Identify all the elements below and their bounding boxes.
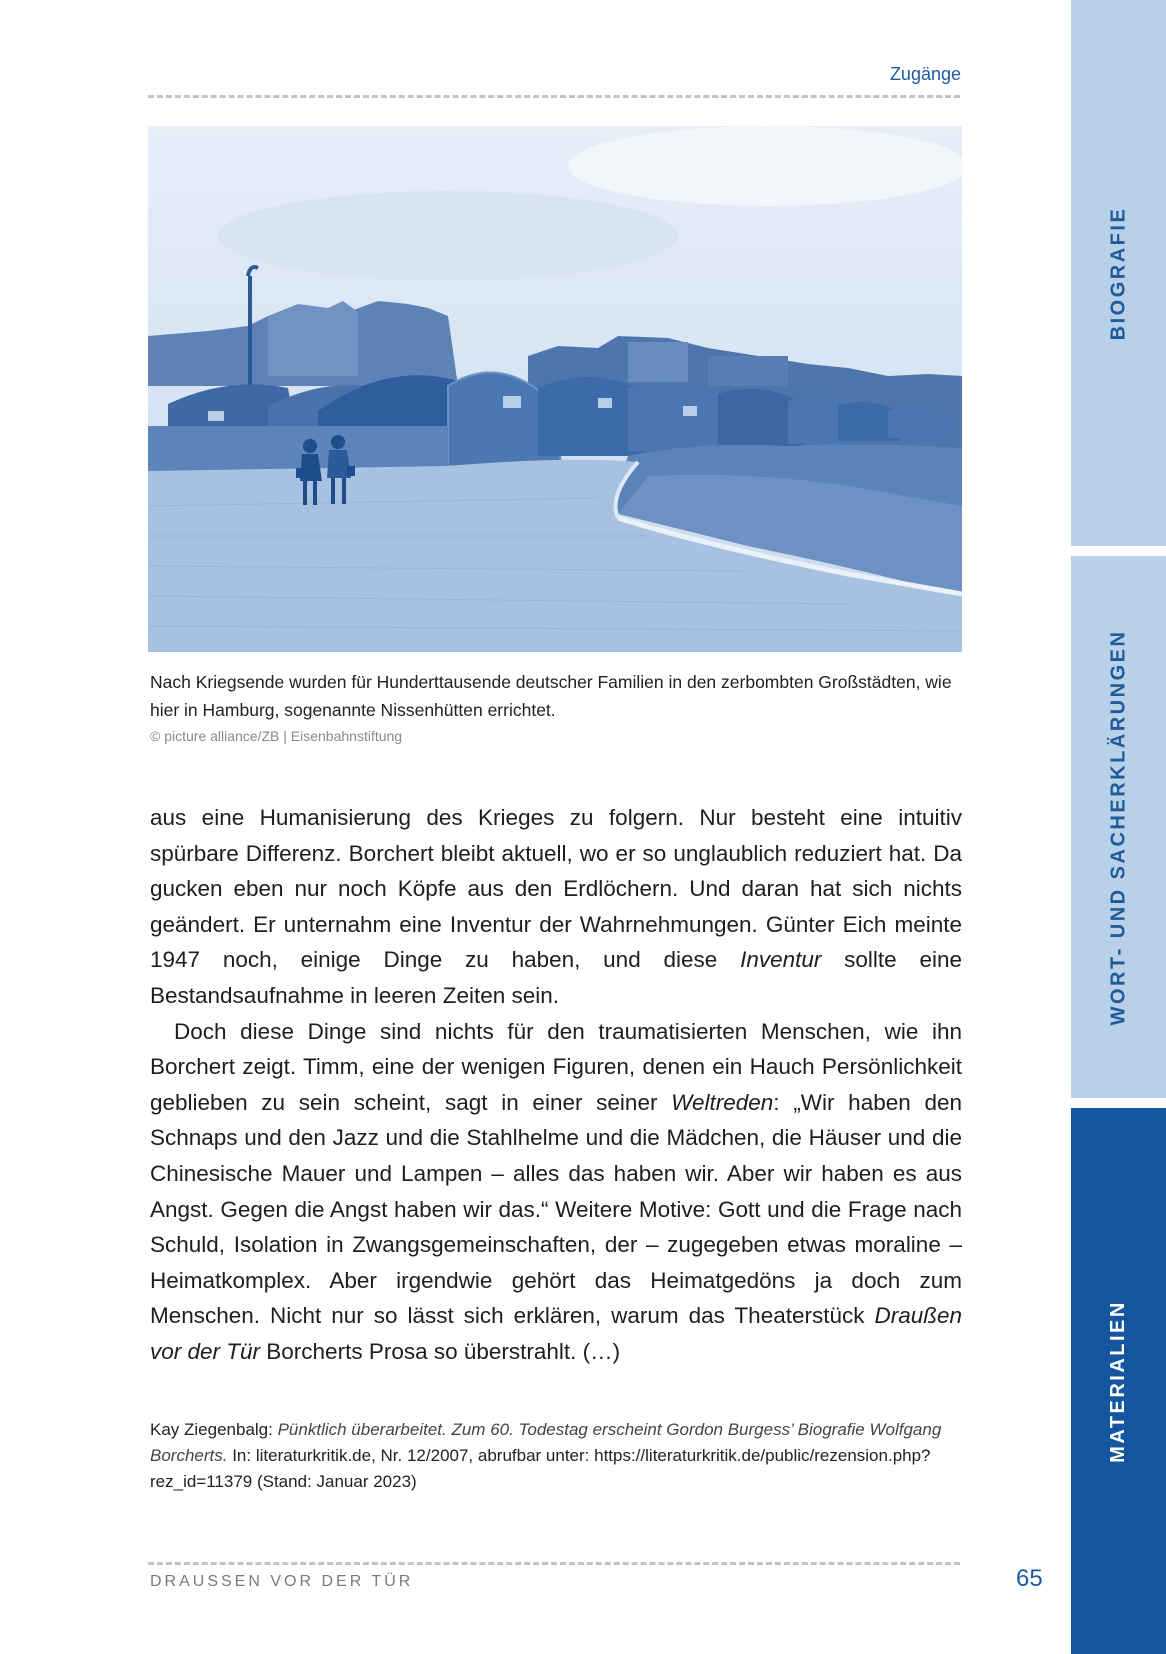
figure-caption: Nach Kriegsende wurden für Hunderttausende deutscher Familien in den zerbombten Großstädten, wie hier in Hamburg, sogenannte Nissenhütten errichtet. [150, 672, 952, 720]
tab-materialien[interactable]: MATERIALIEN [1071, 1108, 1166, 1654]
page-number: 65 [1016, 1565, 1043, 1592]
footer-book-title: DRAUSSEN VOR DER TÜR [150, 1573, 414, 1590]
body-text [150, 800, 962, 1370]
tab-wort-und-sacherklaerungen[interactable]: WORT- UND SACHERKLÄRUNGEN [1071, 556, 1166, 1098]
paragraph-2: Doch diese Dinge sind nichts für den traumatisierten Menschen, wie ihn Borchert zeigt. Timm, eine der wenigen Figuren, denen ein Hauch Persönlichkeit geblieben zu sein scheint, sagt in einer seiner Weltreden: „Wir haben den Schnaps und den Jazz und die Stahlhelme und die Mädchen, die Häuser und die Chinesische Mauer und Lampen – alles das haben wir. Aber wir haben es aus Angst. Gegen die Angst haben wir das.“ Weitere Motive: Gott und die Frage nach Schuld, Isolation in Zwangsgemeinschaften, der – zugegeben etwas moraline – Heimatkomplex. Aber irgendwie gehört das Heimatgedöns ja doch zum Menschen. Nicht nur so lässt sich erklären, warum das Theaterstück Draußen vor der Tür Borcherts Prosa so überstrahlt. (…) [150, 1018, 962, 1364]
tab-biografie[interactable]: BIOGRAFIE [1071, 0, 1166, 546]
paragraph-1: aus eine Humanisierung des Krieges zu folgern. Nur besteht eine intuitiv spürbare Differenz. Borchert bleibt aktuell, wo er so unglaublich reduziert hat. Da gucken eben nur noch Köpfe aus den Erdlöchern. Und daran hat sich nichts geändert. Er unternahm eine Inventur der Wahrnehmungen. Günter Eich meinte 1947 noch, einige Dinge zu haben, und diese Inventur sollte eine Bestandsaufnahme in leeren Zeiten sein. [150, 805, 962, 1008]
source-citation: Kay Ziegenbalg: Pünktlich überarbeitet. Zum 60. Todestag erscheint Gordon Burgess’ Biografie Wolfgang Borcherts. In: literaturkritik.de, Nr. 12/2007, abrufbar unter: https://literaturkritik.de/public/rezension.php?rez_id=11379 (Stand: Januar 2023) [150, 1420, 942, 1491]
figure-photo [148, 126, 962, 652]
figure-credit: © picture alliance/ZB | Eisenbahnstiftung [150, 728, 403, 744]
footer-divider [148, 1562, 960, 1565]
section-title: Zugänge [889, 64, 961, 84]
header-divider [148, 95, 960, 98]
